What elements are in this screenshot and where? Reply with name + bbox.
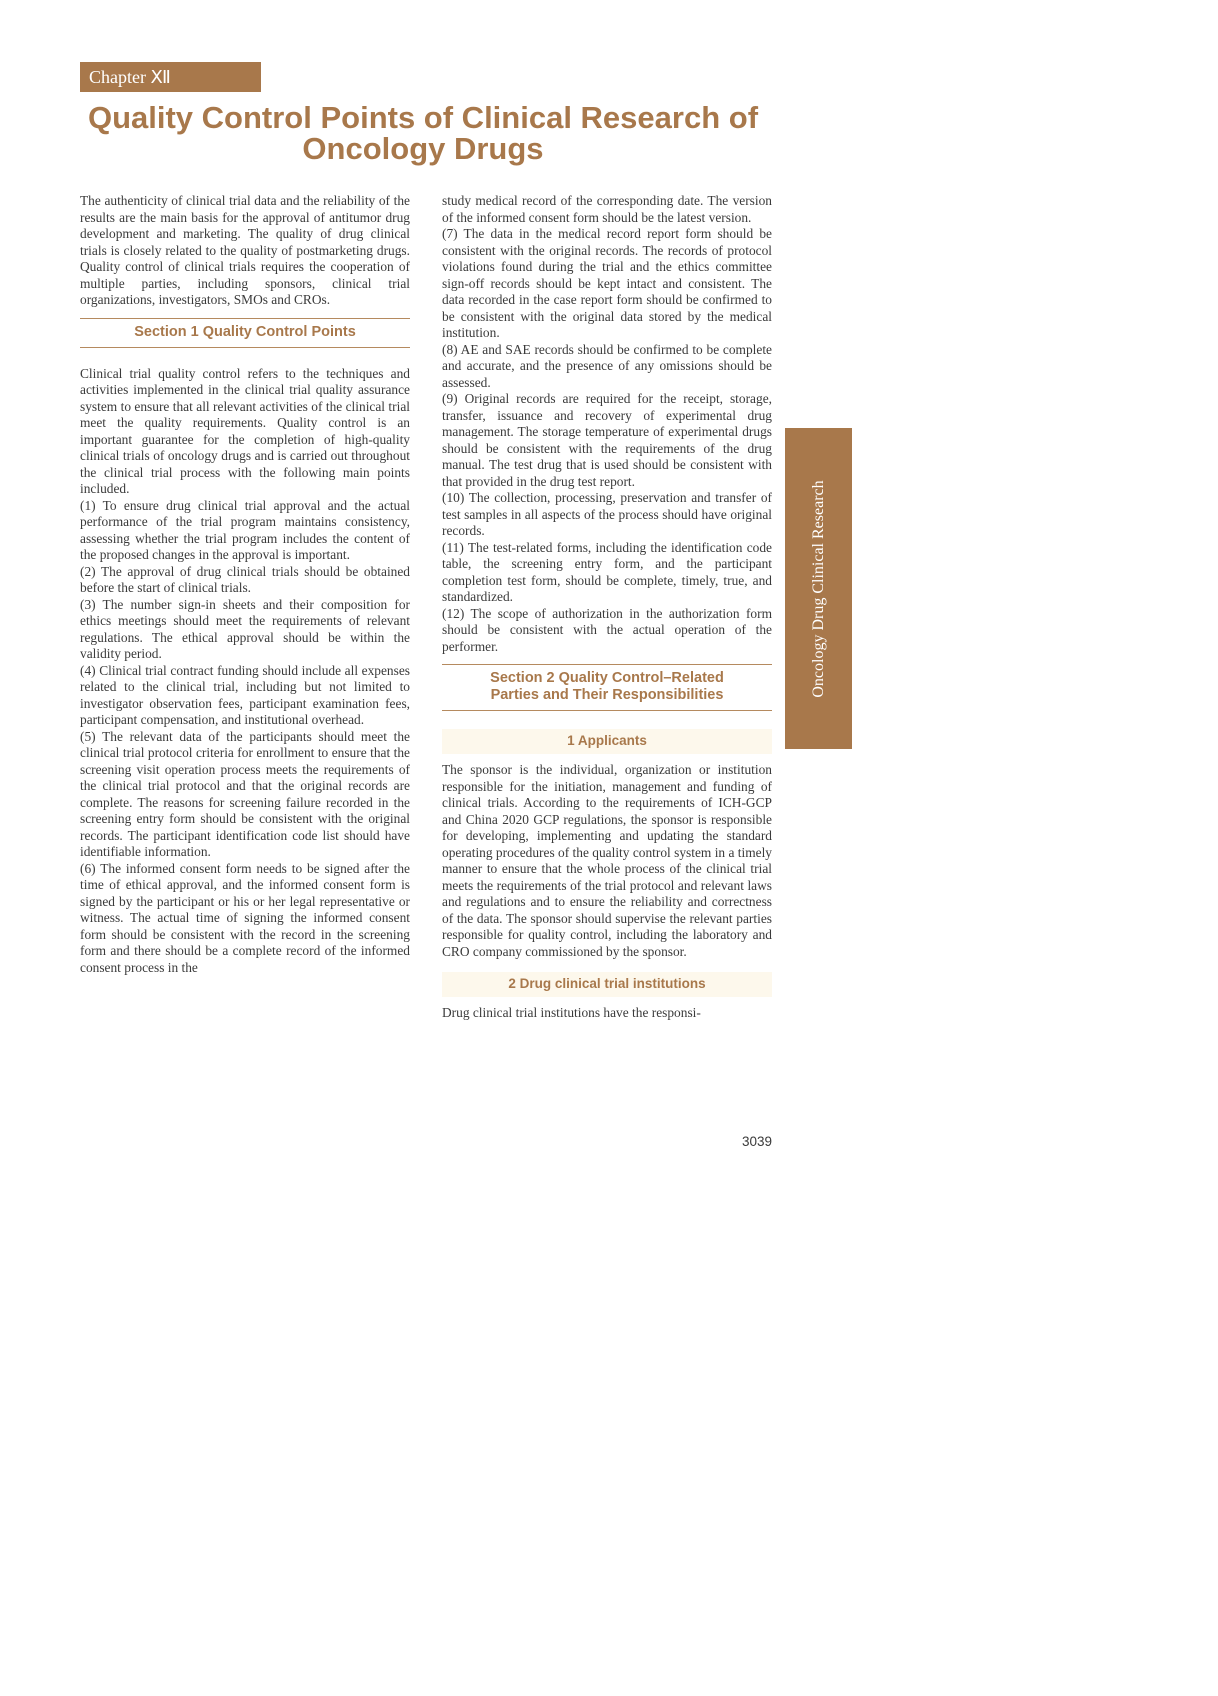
continuation-paragraph: study medical record of the corresponding date. The version of the informed consent form should be the latest version. (442, 193, 772, 225)
point-6: (6) The informed consent form needs to be signed after the time of ethical approval, and the informed consent form is signed by the participant or his or her legal representative or witness. The actual time of signing the informed consent form should be consistent with the record in the screening form and there should be a complete record of the informed consent process in the (80, 860, 410, 975)
left-column (80, 193, 410, 976)
point-5: (5) The relevant data of the participants should meet the clinical trial protocol criteria for enrollment to ensure that the screening visit operation process meets the requirements of the clinical trial protocol and that the original records are complete. The reasons for screening failure recorded in the screening entry form should be consistent with the original records. The participant identification code list should have identifiable information. (80, 728, 410, 859)
point-3: (3) The number sign-in sheets and their composition for ethics meetings should meet the requirements of relevant regulations. The ethical approval should be within the validity period. (80, 596, 410, 661)
section-2-heading (442, 664, 772, 711)
point-4: (4) Clinical trial contract funding should include all expenses related to the clinical trial, including but not limited to investigator observation fees, participant examination fees, participant compensation, and institutional overhead. (80, 662, 410, 727)
chapter-label: Chapter Ⅻ (80, 62, 261, 92)
point-7: (7) The data in the medical record report form should be consistent with the original records. The records of protocol violations found during the trial and the ethics committee sign-off records should be kept intact and consistent. The data recorded in the case report form should be confirmed to be consistent with the original data stored by the medical institution. (442, 226, 772, 340)
subsection-1-text: The sponsor is the individual, organization or institution responsible for the initiation, management and funding of clinical trials. According to the requirements of ICH-GCP and China 2020 GCP regulations, the sponsor is responsible for developing, implementing and updating the standard operating procedures of the quality control system in a timely manner to ensure that the whole process of the clinical trial meets the requirements of the trial protocol and relevant laws and regulations and to ensure the reliability and correctness of the data. The sponsor should supervise the relevant parties responsible for quality control, including the laboratory and CRO company commissioned by the sponsor. (442, 762, 772, 959)
side-tab (785, 428, 852, 749)
section-2-heading-line-1: Section 2 Quality Control–Related (490, 670, 724, 686)
subsection-1-heading: 1 Applicants (442, 729, 772, 754)
side-tab-label: Oncology Drug Clinical Research (809, 479, 827, 698)
section-2-heading-line-2: Parties and Their Responsibilities (490, 687, 724, 703)
intro-paragraph: The authenticity of clinical trial data and the reliability of the results are the main basis for the approval of antitumor drug development and marketing. The quality of drug clinical trials is closely related to the quality of postmarketing drugs. Quality control of clinical trials requires the cooperation of multiple parties, including sponsors, clinical trial organizations, investigators, SMOs and CROs. (80, 193, 410, 307)
point-9: (9) Original records are required for the receipt, storage, transfer, issuance and recovery of experimental drug management. The storage temperature of experimental drugs should be consistent with the requirements of the drug manual. The test drug that is used should be consistent with that provided in the drug test report. (442, 391, 772, 489)
point-11: (11) The test-related forms, including the identification code table, the screening entry form, and the participant completion test form, should be complete, timely, true, and standardized. (442, 539, 772, 604)
section-1-heading: Section 1 Quality Control Points (80, 318, 410, 348)
section-1-intro: Clinical trial quality control refers to the techniques and activities implemented in the clinical trial quality assurance system to ensure that all relevant activities of the clinical trial meet the quality requirements. Quality control is an important guarantee for the completion of high-quality clinical trials of oncology drugs and is carried out throughout the clinical trial process with the following main points included. (80, 365, 410, 496)
right-column (442, 193, 772, 1022)
page-number: 3039 (741, 1134, 772, 1149)
page-title: Quality Control Points of Clinical Research of Oncology Drugs (87, 100, 759, 166)
subsection-2-text: Drug clinical trial institutions have the responsi- (442, 1005, 701, 1020)
point-12: (12) The scope of authorization in the authorization form should be consistent with the actual operation of the performer. (442, 605, 772, 654)
point-10: (10) The collection, processing, preservation and transfer of test samples in all aspects of the process should have original records. (442, 490, 772, 538)
subsection-2-heading: 2 Drug clinical trial institutions (442, 972, 772, 997)
point-2: (2) The approval of drug clinical trials should be obtained before the start of clinical trials. (80, 563, 410, 595)
point-8: (8) AE and SAE records should be confirmed to be complete and accurate, and the presence of any omissions should be assessed. (442, 341, 772, 390)
point-1: (1) To ensure drug clinical trial approval and the actual performance of the trial program maintains consistency, assessing whether the trial program includes the content of the proposed changes in the approval is important. (80, 497, 410, 562)
